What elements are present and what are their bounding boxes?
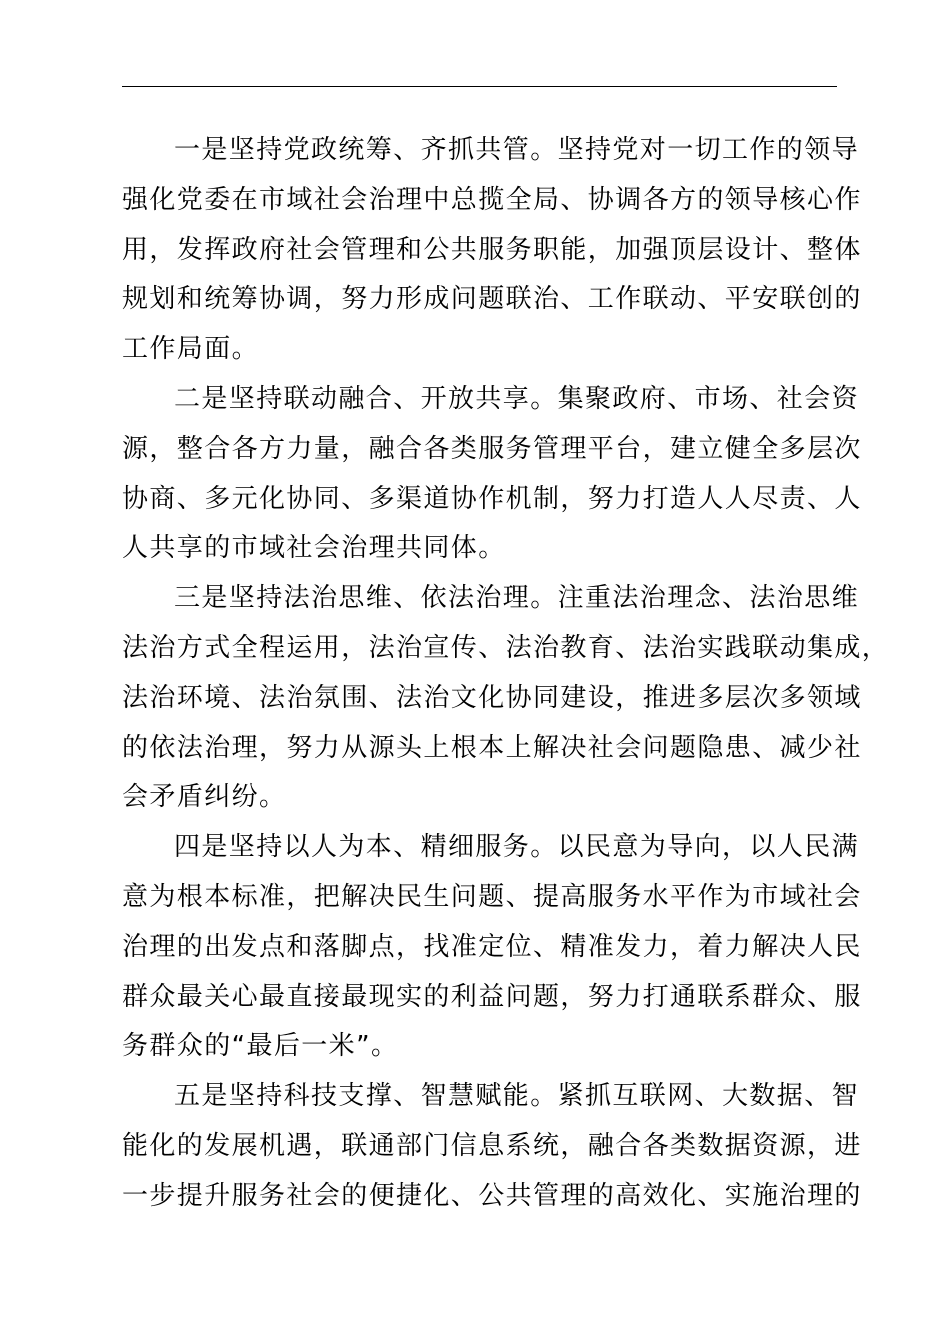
paragraph-line: 群众最关心最直接最现实的利益问题，努力打通联系群众、服	[122, 981, 862, 1012]
paragraph-line: 协商、多元化协同、多渠道协作机制，努力打造人人尽责、人	[122, 483, 862, 514]
paragraph-line: 的依法治理，努力从源头上根本上解决社会问题隐患、减少社	[122, 732, 862, 763]
paragraph-line: 务群众的“最后一米”。	[122, 1031, 399, 1062]
paragraph-line: 二是坚持联动融合、开放共享。集聚政府、市场、社会资	[174, 383, 860, 414]
paragraph-line: 能化的发展机遇，联通部门信息系统，融合各类数据资源，进	[122, 1130, 862, 1161]
paragraph-line: 四是坚持以人为本、精细服务。以民意为导向，以人民满	[174, 832, 860, 863]
paragraph-2	[122, 375, 862, 574]
paragraph-line: 一是坚持党政统筹、齐抓共管。坚持党对一切工作的领导	[174, 135, 860, 165]
paragraph-line: 强化党委在市域社会治理中总揽全局、协调各方的领导核心作	[122, 184, 862, 215]
paragraph-line: 用，发挥政府社会管理和公共服务职能，加强顶层设计、整体	[122, 234, 862, 265]
paragraph-line: 工作局面。	[122, 334, 260, 365]
paragraph-line: 会矛盾纠纷。	[122, 782, 287, 813]
paragraph-1	[122, 126, 862, 375]
paragraph-line: 人共享的市域社会治理共同体。	[122, 533, 506, 564]
paragraph-line: 一步提升服务社会的便捷化、公共管理的高效化、实施治理的	[122, 1180, 862, 1211]
header-rule	[122, 86, 837, 87]
paragraph-line: 三是坚持法治思维、依法治理。注重法治理念、法治思维	[174, 583, 860, 614]
paragraph-line: 治理的出发点和落脚点，找准定位、精准发力，着力解决人民	[122, 931, 862, 962]
document-body	[122, 126, 890, 1222]
paragraph-line: 五是坚持科技支撑、智慧赋能。紧抓互联网、大数据、智	[174, 1081, 860, 1112]
paragraph-line: 规划和统筹协调，努力形成问题联治、工作联动、平安联创的	[122, 284, 862, 315]
paragraph-line: 意为根本标准，把解决民生问题、提高服务水平作为市域社会	[122, 881, 862, 912]
paragraph-5	[122, 1072, 862, 1221]
paragraph-4	[122, 823, 862, 1072]
paragraph-3	[122, 574, 890, 823]
paragraph-line: 法治环境、法治氛围、法治文化协同建设，推进多层次多领域	[122, 682, 862, 713]
paragraph-line: 源，整合各方力量，融合各类服务管理平台，建立健全多层次	[122, 433, 862, 464]
paragraph-line: 法治方式全程运用，法治宣传、法治教育、法治实践联动集成，	[122, 632, 890, 663]
